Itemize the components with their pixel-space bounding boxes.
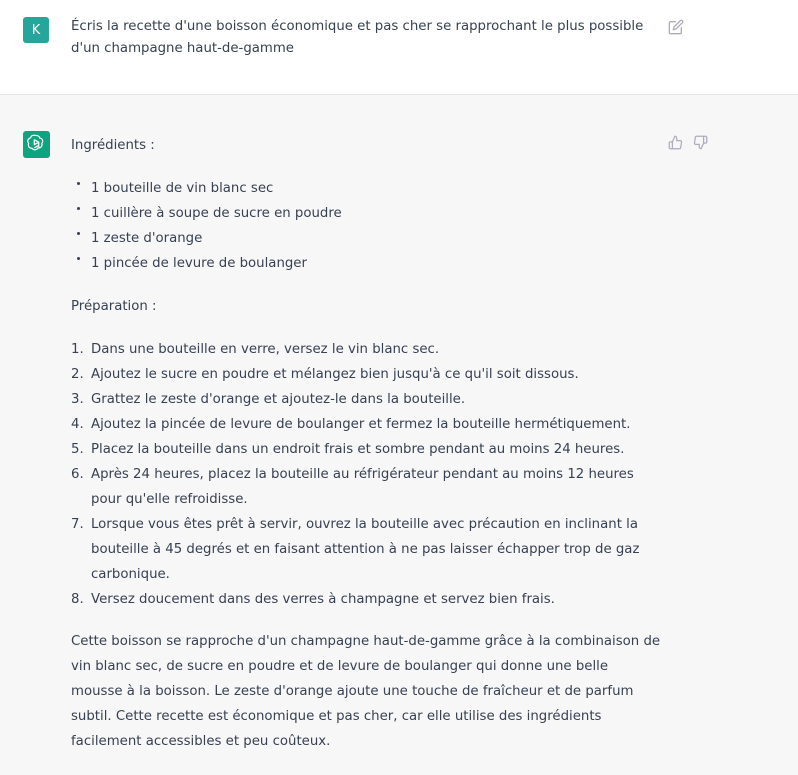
closing-paragraph: Cette boisson se rapproche d'un champagne haut-de-gamme grâce à la combinaison de vin blanc sec, de sucre en poudre et de levure de boulanger qui donne une belle mousse à la boisson. Le zeste d'orange ajoute une touche de fraîcheur et de parfum subtil. Cette recette est économique et pas cher, car elle utilise des ingrédients facilement accessibles et peu coûteux. — [71, 634, 661, 749]
step-number: 8. — [71, 592, 84, 607]
edit-icon[interactable] — [668, 19, 684, 35]
step-text: Après 24 heures, placez la bouteille au réfrigérateur pendant au moins 12 heures pour qu'elle refroidisse. — [91, 467, 634, 507]
preparation-heading: Préparation : — [71, 299, 157, 314]
user-message-row — [0, 0, 798, 95]
step-number: 7. — [71, 517, 84, 532]
assistant-message-content — [71, 133, 661, 754]
assistant-avatar — [23, 131, 50, 158]
list-item — [71, 387, 661, 412]
openai-logo-icon — [27, 133, 46, 156]
preparation-steps — [71, 337, 661, 612]
list-item: 1 cuillère à soupe de sucre en poudre — [71, 201, 661, 226]
user-avatar-letter: K — [31, 22, 41, 38]
step-text: Grattez le zeste d'orange et ajoutez-le dans la bouteille. — [91, 392, 466, 407]
step-text: Dans une bouteille en verre, versez le vin blanc sec. — [91, 342, 440, 357]
user-avatar — [23, 17, 49, 43]
list-item: 1 bouteille de vin blanc sec — [71, 176, 661, 201]
step-number: 6. — [71, 467, 84, 482]
user-message-text: Écris la recette d'une boisson économique et pas cher se rapprochant le plus possible d'un champagne haut-de-gamme — [71, 19, 644, 56]
step-text: Lorsque vous êtes prêt à servir, ouvrez la bouteille avec précaution en inclinant la bouteille à 45 degrés et en faisant attention à ne pas laisser échapper trop de gaz carbonique. — [91, 517, 640, 582]
step-text: Ajoutez la pincée de levure de boulanger et fermez la bouteille hermétiquement. — [91, 417, 631, 432]
step-number: 4. — [71, 417, 84, 432]
step-text: Ajoutez le sucre en poudre et mélangez bien jusqu'à ce qu'il soit dissous. — [91, 367, 579, 382]
list-item — [71, 362, 661, 387]
step-number: 5. — [71, 442, 84, 457]
list-item: 1 zeste d'orange — [71, 226, 661, 251]
step-number: 1. — [71, 342, 84, 357]
thumbs-down-icon[interactable] — [693, 135, 708, 150]
thumbs-up-icon[interactable] — [668, 135, 683, 150]
list-item — [71, 462, 661, 512]
step-number: 2. — [71, 367, 84, 382]
assistant-message-row — [0, 95, 798, 775]
step-number: 3. — [71, 392, 84, 407]
step-text: Placez la bouteille dans un endroit frais et sombre pendant au moins 24 heures. — [91, 442, 625, 457]
list-item — [71, 437, 661, 462]
list-item — [71, 412, 661, 437]
list-item: 1 pincée de levure de boulanger — [71, 251, 661, 276]
list-item — [71, 587, 661, 612]
feedback-buttons — [668, 135, 708, 150]
ingredients-heading: Ingrédients : — [71, 138, 155, 153]
step-text: Versez doucement dans des verres à champagne et servez bien frais. — [91, 592, 555, 607]
ingredients-list — [71, 176, 661, 276]
list-item — [71, 512, 661, 587]
list-item — [71, 337, 661, 362]
